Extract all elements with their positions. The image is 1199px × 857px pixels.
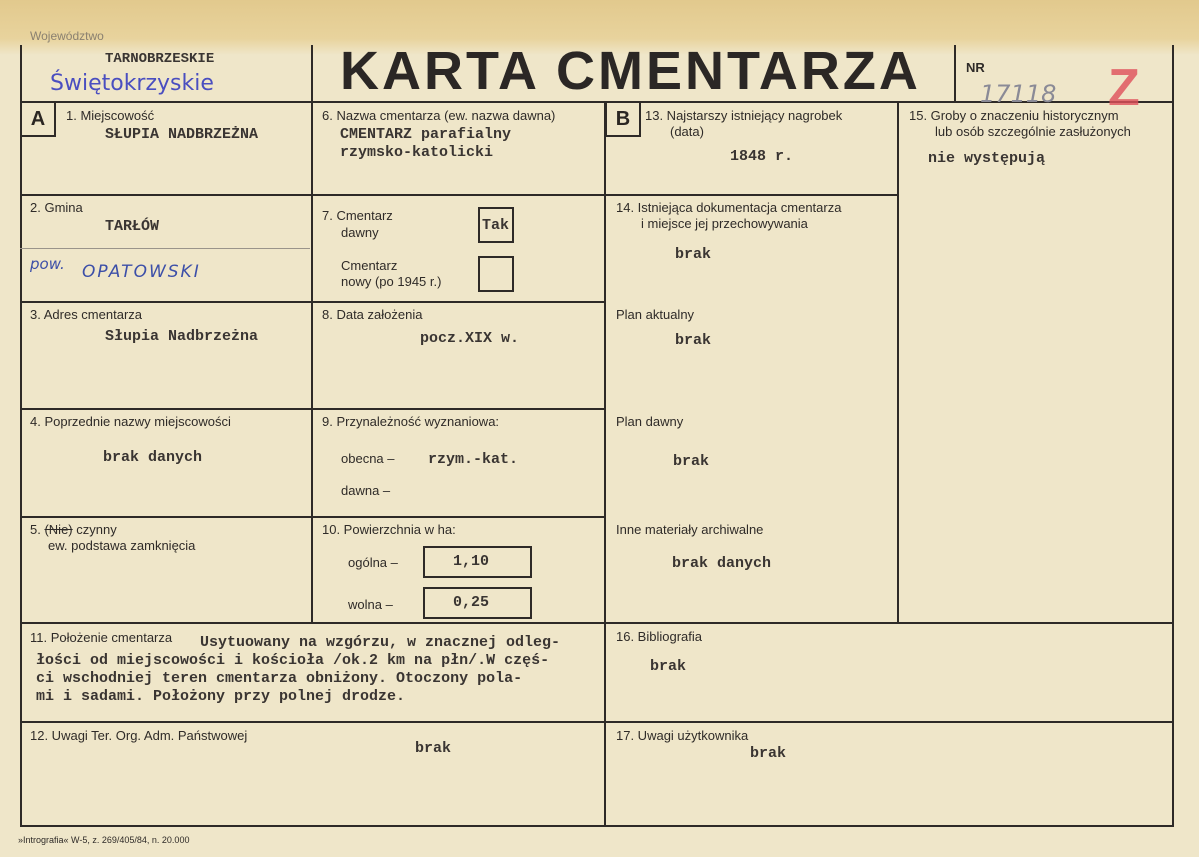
field-1-label: 1. Miejscowość xyxy=(66,108,155,123)
field-6-value1: CMENTARZ parafialny xyxy=(340,126,512,143)
field-12-label: 12. Uwagi Ter. Org. Adm. Państwowej xyxy=(30,728,248,743)
total-area-value: 1,10 xyxy=(453,553,490,570)
field-5-label2: ew. podstawa zamknięcia xyxy=(48,538,196,553)
field-9-former-label: dawna – xyxy=(341,483,391,498)
section-b-marker: B xyxy=(605,101,641,137)
field-11-line3: ci wschodniej teren cmentarza obniżony. Otoczony pola- xyxy=(36,670,523,687)
nr-label: NR xyxy=(966,60,985,75)
field-2-label: 2. Gmina xyxy=(30,200,83,215)
total-area-box xyxy=(423,546,532,578)
county-prefix: pow. xyxy=(30,255,65,273)
field-13-label1: 13. Najstarszy istniejący nagrobek xyxy=(645,108,843,123)
divider xyxy=(20,301,606,303)
border-left xyxy=(20,45,22,827)
divider xyxy=(20,721,1174,723)
old-cemetery-value: Tak xyxy=(482,217,510,234)
field-7-label-new2: nowy (po 1945 r.) xyxy=(341,274,442,289)
field-5-struck: (Nie) xyxy=(44,522,73,537)
nr-value: 17118 xyxy=(980,80,1057,108)
field-4-value: brak danych xyxy=(103,449,203,466)
plan-old-label: Plan dawny xyxy=(616,414,684,429)
divider xyxy=(311,45,313,623)
border-bottom xyxy=(20,825,1174,827)
stamp-letter: Z xyxy=(1108,59,1140,117)
new-cemetery-checkbox[interactable] xyxy=(478,256,514,292)
field-11-line2: łości od miejscowości i kościoła /ok.2 km na płn/.W częś- xyxy=(36,652,550,669)
field-8-value: pocz.XIX w. xyxy=(420,330,520,347)
field-2-value: TARŁÓW xyxy=(105,218,160,235)
divider xyxy=(604,101,606,825)
border-right xyxy=(1172,45,1174,827)
field-15-value: nie występują xyxy=(928,150,1046,167)
divider xyxy=(20,408,606,410)
field-3-value: Słupia Nadbrzeżna xyxy=(105,328,259,345)
field-4-label: 4. Poprzednie nazwy miejscowości xyxy=(30,414,231,429)
field-11-line1: Usytuowany na wzgórzu, w znacznej odleg- xyxy=(200,634,561,651)
field-17-label: 17. Uwagi użytkownika xyxy=(616,728,749,743)
field-7-label-new: Cmentarz xyxy=(341,258,398,273)
archives-value: brak danych xyxy=(672,555,772,572)
print-info: »Intrografia« W-5, z. 269/405/84, n. 20.000 xyxy=(18,835,190,845)
field-5-num: 5. xyxy=(30,522,41,537)
field-16-label: 16. Bibliografia xyxy=(616,629,702,644)
field-9-current-label: obecna – xyxy=(341,451,395,466)
plan-old-value: brak xyxy=(673,453,710,470)
field-8-label: 8. Data założenia xyxy=(322,307,423,322)
field-17-value: brak xyxy=(750,745,787,762)
divider xyxy=(954,45,956,102)
voivodeship-stamp: Świętokrzyskie xyxy=(50,71,214,96)
free-area-box xyxy=(423,587,532,619)
divider xyxy=(20,622,1174,624)
old-cemetery-checkbox[interactable] xyxy=(478,207,514,243)
field-9-current-value: rzym.-kat. xyxy=(428,451,519,468)
field-13-value: 1848 r. xyxy=(730,148,794,165)
page-title: KARTA CMENTARZA xyxy=(340,41,921,101)
field-9-label: 9. Przynależność wyznaniowa: xyxy=(322,414,500,429)
field-16-value: brak xyxy=(650,658,687,675)
field-12-value: brak xyxy=(415,740,452,757)
divider xyxy=(20,194,898,196)
field-14-label1: 14. Istniejąca dokumentacja cmentarza xyxy=(616,200,842,215)
field-14-label2: i miejsce jej przechowywania xyxy=(641,216,808,231)
field-7-label-old: 7. Cmentarz xyxy=(322,208,393,223)
plan-current-label: Plan aktualny xyxy=(616,307,695,322)
field-14-value: brak xyxy=(675,246,712,263)
divider xyxy=(897,101,899,623)
voivodeship-label: Województwo xyxy=(30,29,104,43)
divider xyxy=(20,248,310,249)
free-area-value: 0,25 xyxy=(453,594,490,611)
field-15-label1: 15. Groby o znaczeniu historycznym xyxy=(909,108,1119,123)
plan-current-value: brak xyxy=(675,332,712,349)
field-10-label: 10. Powierzchnia w ha: xyxy=(322,522,456,537)
county-note: OPATOWSKI xyxy=(82,262,201,282)
field-7-label-old2: dawny xyxy=(341,225,379,240)
divider xyxy=(20,516,606,518)
field-6-label: 6. Nazwa cmentarza (ew. nazwa dawna) xyxy=(322,108,556,123)
field-10-free-label: wolna – xyxy=(348,597,393,612)
field-6-value2: rzymsko-katolicki xyxy=(340,144,494,161)
field-5-rest: czynny xyxy=(72,522,117,537)
section-a-marker: A xyxy=(20,101,56,137)
field-11-label: 11. Położenie cmentarza xyxy=(30,630,173,645)
field-1-value: SŁUPIA NADBRZEŻNA xyxy=(105,126,259,143)
field-11-line4: mi i sadami. Położony przy polnej drodze. xyxy=(36,688,406,705)
field-5-label xyxy=(30,522,117,538)
voivodeship-typed: TARNOBRZESKIE xyxy=(105,51,215,67)
field-10-total-label: ogólna – xyxy=(348,555,398,570)
field-3-label: 3. Adres cmentarza xyxy=(30,307,142,322)
archives-label: Inne materiały archiwalne xyxy=(616,522,764,537)
field-15-label2: lub osób szczególnie zasłużonych xyxy=(935,124,1131,139)
field-13-label2: (data) xyxy=(670,124,704,139)
